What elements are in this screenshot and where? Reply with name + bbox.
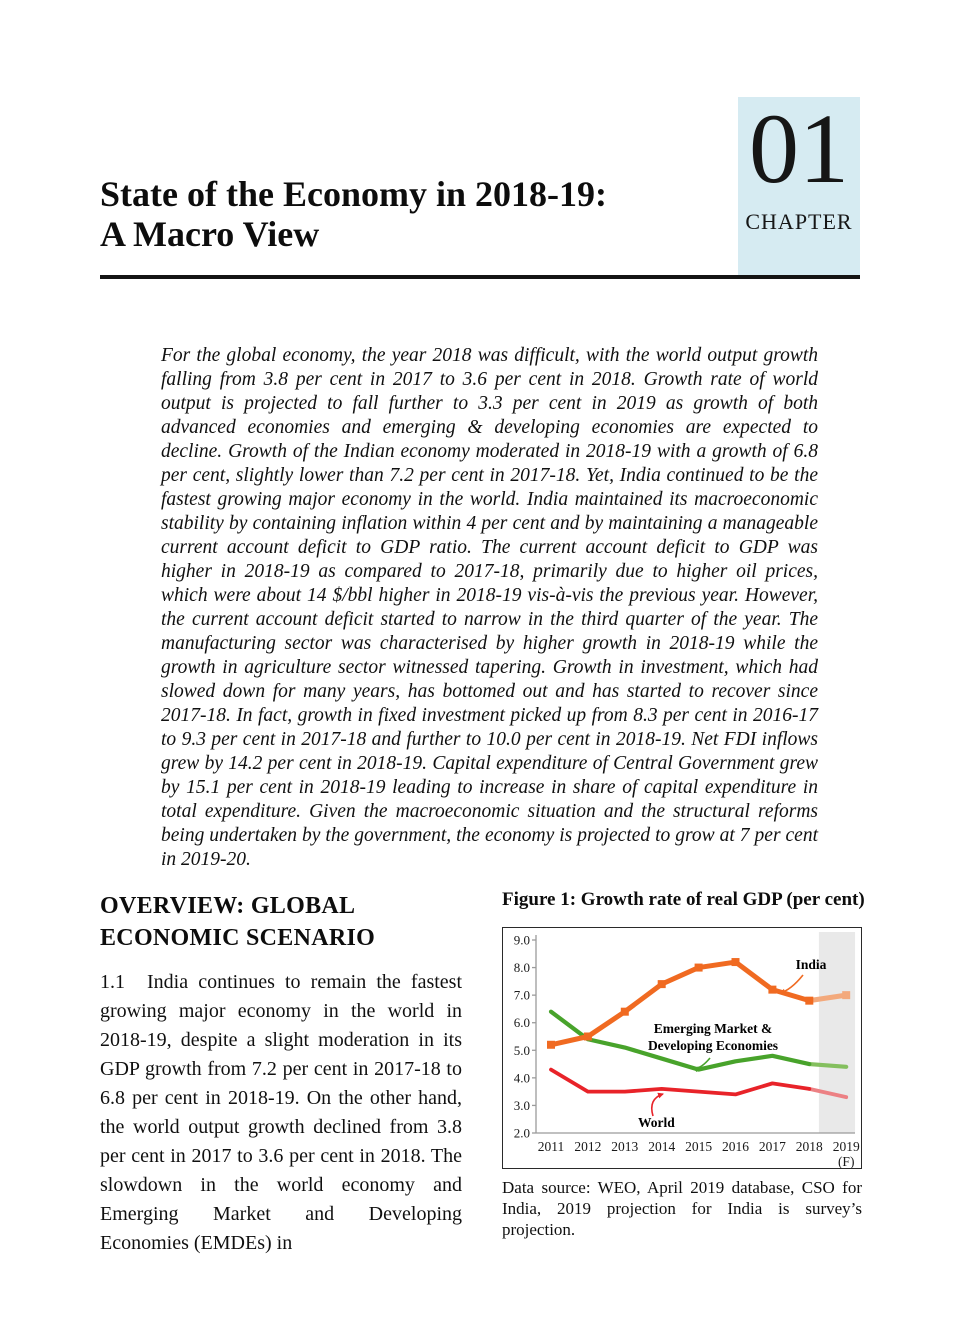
y-tick-label: 3.0	[513, 1097, 530, 1113]
chapter-label: CHAPTER	[745, 209, 853, 234]
annotation-world	[638, 1094, 675, 1130]
y-tick-label: 2.0	[513, 1125, 530, 1141]
section-heading-line-2: ECONOMIC SCENARIO	[100, 925, 376, 951]
y-tick-label: 8.0	[513, 960, 530, 976]
paragraph-number: 1.1	[100, 971, 125, 993]
gdp-growth-chart-svg	[503, 928, 861, 1168]
y-tick-label: 6.0	[513, 1015, 530, 1031]
gdp-growth-chart	[502, 927, 862, 1169]
right-column	[502, 889, 865, 1240]
x-tick-label: 2015	[685, 1139, 713, 1154]
header-divider	[100, 275, 860, 279]
y-axis-labels	[514, 933, 530, 1141]
page-title-line-1: State of the Economy in 2018-19:	[100, 174, 607, 215]
left-column	[100, 890, 462, 1258]
data-point-marker	[621, 1008, 629, 1016]
chapter-abstract: For the global economy, the year 2018 was difficult, with the world output growth falling from 3.8 per cent in 2017 to 3.6 per cent in 2018. Growth rate of world output is projected to fall further to 3.3 per cent in 2019 as growth of both advanced economies and emerging & developing economies are expected to decline. Growth of the Indian economy moderated in 2018-19 with a growth of 6.8 per cent, slightly lower than 7.2 per cent in 2017-18. Yet, India continued to be the fastest growing major economy in the world. India maintained its macroeconomic stability by containing inflation within 4 per cent and by maintaining a manageable current account deficit to GDP ratio. The current account deficit to GDP was higher in 2018-19 as compared to 2017-18, primarily due to higher oil prices, which were about 14 $/bbl higher in 2018-19 vis-à-vis the previous year. However, the current account deficit started to narrow in the third quarter of the year. The manufacturing sector was characterised by higher growth in 2018-19 while the growth in agriculture sector witnessed tapering. Growth in investment, which had slowed down for many years, has bottomed out and has started to recover since 2017-18. In fact, growth in fixed investment picked up from 8.3 per cent in 2016-17 to 9.3 per cent in 2017-18 and further to 10.0 per cent in 2018-19. Net FDI inflows grew by 14.2 per cent in 2018-19. Capital expenditure of Central Government grew by 15.1 per cent in 2018-19 leading to increase in share of capital expenditure in total expenditure. Given the macroeconomic situation and the structural reforms being undertaken by the government, the economy is projected to grow at 7 per cent in 2019-20.	[161, 345, 818, 870]
figure-title: Figure 1: Growth rate of real GDP (per cent)	[502, 889, 865, 910]
x-tick-label: 2017	[758, 1139, 786, 1154]
data-point-marker	[658, 980, 666, 988]
annotation-arrow	[780, 975, 803, 993]
figure-source-note: Data source: WEO, April 2019 database, CSO for India, 2019 projection for India is survey’s projection.	[502, 1178, 862, 1239]
data-point-marker	[768, 986, 776, 994]
y-tick-label: 4.0	[513, 1070, 530, 1086]
data-point-marker	[732, 958, 740, 966]
data-point-marker	[805, 997, 813, 1005]
x-tick-label: 2012	[574, 1139, 602, 1154]
paragraph-1-1	[100, 968, 462, 1258]
x-tick-label: 2011	[537, 1139, 565, 1154]
annotation-label: Developing Economies	[647, 1038, 779, 1053]
x-tick-sublabel: (F)	[837, 1154, 855, 1168]
series-world	[551, 1070, 846, 1098]
x-axis-labels	[538, 1139, 860, 1168]
data-point-marker	[584, 1033, 592, 1041]
chapter-number: 01	[749, 93, 849, 204]
chapter-number-box	[738, 93, 860, 275]
annotation-label: Emerging Market &	[653, 1021, 773, 1036]
annotation-label: World	[638, 1115, 675, 1130]
y-tick-label: 7.0	[513, 987, 530, 1003]
x-tick-label: 2014	[648, 1139, 676, 1154]
data-point-marker	[695, 964, 703, 972]
annotation-arrow	[652, 1094, 663, 1116]
section-heading	[100, 890, 462, 954]
x-tick-label: 2016	[722, 1139, 749, 1154]
section-heading-line-1: OVERVIEW: GLOBAL	[100, 893, 356, 919]
data-point-marker	[547, 1041, 555, 1049]
paragraph-text: India continues to remain the fastest growing major economy in the world in 2018-19, despite a slight moderation in its GDP growth from 7.2 per cent in 2017-18 to 6.8 per cent in 2018-19. On the other hand, the world output growth declined from 3.8 per cent in 2017 to 3.6 per cent in 2018. The slowdown in the world economy and Emerging Market and Developing Economies (EMDEs) in	[100, 971, 462, 1254]
x-tick-label: 2013	[611, 1139, 639, 1154]
y-tick-label: 5.0	[513, 1042, 530, 1058]
page-title	[100, 174, 720, 254]
x-tick-label: 2018	[795, 1139, 823, 1154]
page-title-line-2: A Macro View	[100, 214, 320, 255]
annotation-label: India	[795, 957, 827, 972]
y-tick-label: 9.0	[513, 932, 530, 948]
x-tick-label: 2019	[832, 1139, 860, 1154]
data-point-marker	[842, 991, 850, 999]
